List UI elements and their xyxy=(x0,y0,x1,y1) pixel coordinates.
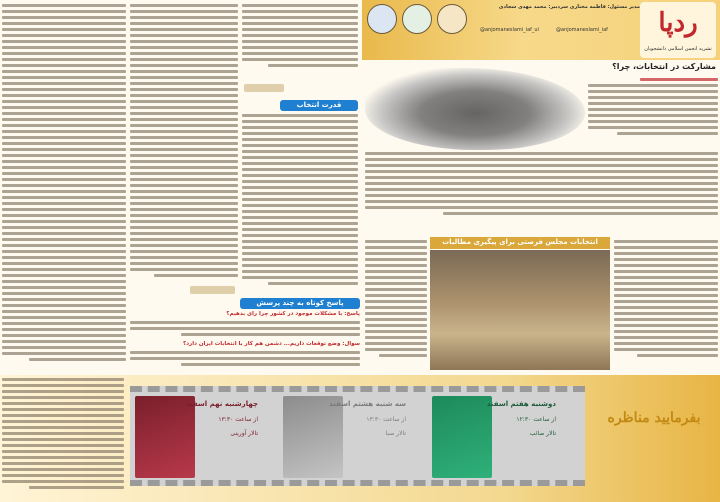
logo-text: ردپا xyxy=(658,8,698,38)
fingerprint-map-image xyxy=(365,68,585,150)
left-column-signature xyxy=(190,286,235,294)
event-time-3: از ساعت ۱۳:۳۰ xyxy=(218,416,258,423)
parliament-image xyxy=(430,250,610,370)
social-instagram[interactable]: @anjomaneslami_iaf xyxy=(556,27,608,33)
banner-left-text xyxy=(2,378,124,498)
middle-body-top xyxy=(242,4,358,82)
far-left-column-body xyxy=(2,4,126,374)
publication-logo xyxy=(640,2,716,58)
social-telegram[interactable]: @anjomaneslami_iaf_ui xyxy=(480,27,539,33)
event-poster-3[interactable] xyxy=(135,396,195,478)
left-column-body xyxy=(130,4,238,294)
main-article-body-1 xyxy=(588,78,718,148)
qa-question-1: پاسخ: با مشکلات موجود در کشور چرا رای بدهیم؟ xyxy=(226,311,360,317)
event-poster-2[interactable] xyxy=(283,396,343,478)
main-article-body-3 xyxy=(614,240,718,370)
event-place-1: تالار صائب xyxy=(529,430,556,437)
event-day-1: دوشنبه هفتم اسفند xyxy=(486,400,556,408)
logo-subtitle: نشریه انجمن اسلامی دانشجویان xyxy=(644,46,712,52)
feature-body-left xyxy=(365,240,427,370)
association-logo xyxy=(402,4,432,34)
event-time-2: از ساعت ۱۳:۳۰ xyxy=(366,416,406,423)
chief-editor-credit: سردبیر: محمد مهدی سجادی xyxy=(498,4,568,10)
main-subheading-rule xyxy=(640,78,718,81)
power-of-choice-body xyxy=(242,114,358,294)
event-place-2: تالار صبا xyxy=(385,430,406,437)
event-day-3: چهارشنبه نهم اسفند xyxy=(185,400,258,408)
event-time-1: از ساعت ۱۲:۳۰ xyxy=(516,416,556,423)
qa-body-1 xyxy=(130,321,360,341)
university-logo xyxy=(437,4,467,34)
main-article-body-2 xyxy=(365,152,718,232)
mosque-logo xyxy=(367,4,397,34)
qa-header: پاسخ کوتاه به چند پرسش xyxy=(240,298,360,309)
qa-question-2: سوال: وضع توقعات داریم... دشمن هم کار با انتخابات ایران دارد؟ xyxy=(183,341,360,347)
middle-signature xyxy=(244,84,284,92)
qa-body-2 xyxy=(130,351,360,373)
event-place-3: تالار آورینی xyxy=(230,430,258,437)
feature-title: انتخابات مجلس فرصتی برای پیگیری مطالبات xyxy=(442,238,598,246)
debate-brand: بفرمایید مناظره xyxy=(607,410,701,426)
editor-credit: مدیر مسئول: فاطمه مختاری xyxy=(569,4,640,10)
power-of-choice-header: قدرت انتخاب xyxy=(280,100,358,111)
event-poster-1[interactable] xyxy=(432,396,492,478)
event-day-2: سه شنبه هشتم اسفند xyxy=(329,400,406,408)
main-article-title: مشارکت در انتخابات، چرا؟ xyxy=(612,62,716,71)
